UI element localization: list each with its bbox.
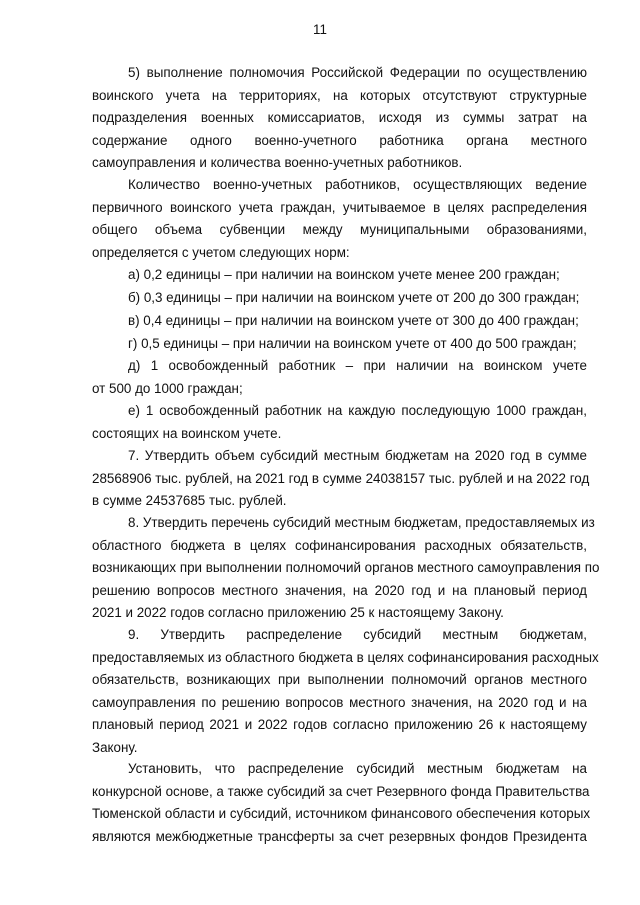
text-line: общего объема субвенции между муниципальными образованиями, [92, 222, 587, 238]
text-line: являются межбюджетные трансферты за счет резервных фондов Президента [92, 828, 587, 844]
text-line: 5) выполнение полномочия Российской Федерации по осуществлению [128, 65, 587, 80]
text-line: Установить, что распределение субсидий местным бюджетам на [128, 761, 587, 776]
text-line: обязательств, возникающих при выполнении полномочий органов местного [92, 672, 587, 688]
text-line: д) 1 освобожденный работник – при наличии на воинском учете [128, 358, 587, 373]
text-line: конкурсной основе, а также субсидий за счет Резервного фонда Правительства [92, 783, 590, 799]
paragraph-norm-e [92, 400, 587, 445]
text-line: состоящих на воинском учете. [92, 425, 282, 441]
paragraph-item-9 [92, 624, 599, 760]
text-line: решению вопросов местного значения, на 2020 год и на плановый период [92, 582, 587, 598]
text-line: в сумме 24537685 тыс. рублей. [92, 493, 287, 509]
text-line: 28568906 тыс. рублей, на 2021 год в сумме 24038157 тыс. рублей и на 2022 год [92, 470, 590, 486]
paragraph-norm-b [92, 287, 587, 310]
paragraph-norm-d [92, 355, 587, 400]
text-line: от 500 до 1000 граждан; [92, 380, 243, 396]
text-line: 8. Утвердить перечень субсидий местным бюджетам, предоставляемых из [128, 515, 595, 530]
text-line: 2021 и 2022 годов согласно приложению 25 к настоящему Закону. [92, 605, 504, 621]
paragraph-competitive-basis [92, 758, 591, 848]
paragraph-item-8 [92, 512, 600, 625]
text-line: первичного воинского учета граждан, учитываемое в целях распределения [92, 199, 587, 215]
text-line: Количество военно-учетных работников, осуществляющих ведение [128, 177, 587, 192]
text-line: областного бюджета в целях софинансирования расходных обязательств, [92, 537, 587, 553]
text-line: возникающих при выполнении полномочий органов местного самоуправления по [92, 560, 600, 576]
paragraph-norm-a [92, 264, 587, 287]
page-number: 11 [313, 22, 327, 37]
text-line: в) 0,4 единицы – при наличии на воинском учете от 300 до 400 граждан; [128, 313, 579, 328]
text-line: Тюменской области и субсидий, источником финансового обеспечения которых [92, 806, 591, 822]
text-line: Закону. [92, 739, 138, 755]
paragraph-norms-intro [92, 174, 587, 264]
text-line: е) 1 освобожденный работник на каждую последующую 1000 граждан, [128, 403, 587, 418]
text-line: подразделения военных комиссариатов, исходя из суммы затрат на [92, 110, 587, 126]
paragraph-norm-g [92, 333, 587, 356]
text-line: б) 0,3 единицы – при наличии на воинском учете от 200 до 300 граждан; [128, 290, 580, 305]
text-line: предоставляемых из областного бюджета в целях софинансирования расходных [92, 649, 599, 665]
text-line: самоуправления по решению вопросов местного значения, на 2020 год и на [92, 694, 587, 710]
text-line: 9. Утвердить распределение субсидий местным бюджетам, [128, 627, 587, 642]
text-line: самоуправления и количества военно-учетных работников. [92, 155, 463, 171]
text-line: содержание одного военно-учетного работника органа местного [92, 132, 587, 148]
text-line: 7. Утвердить объем субсидий местным бюджетам на 2020 год в сумме [128, 448, 587, 463]
text-line: воинского учета на территориях, на которых отсутствуют структурные [92, 87, 587, 103]
text-line: определяется с учетом следующих норм: [92, 244, 350, 260]
text-line: г) 0,5 единицы – при наличии на воинском учете от 400 до 500 граждан; [128, 336, 577, 351]
paragraph-item-5 [92, 62, 587, 175]
text-line: плановый период 2021 и 2022 годов согласно приложению 26 к настоящему [92, 717, 587, 733]
paragraph-norm-v [92, 310, 587, 333]
paragraph-item-7 [92, 445, 590, 513]
text-line: а) 0,2 единицы – при наличии на воинском учете менее 200 граждан; [128, 267, 560, 282]
